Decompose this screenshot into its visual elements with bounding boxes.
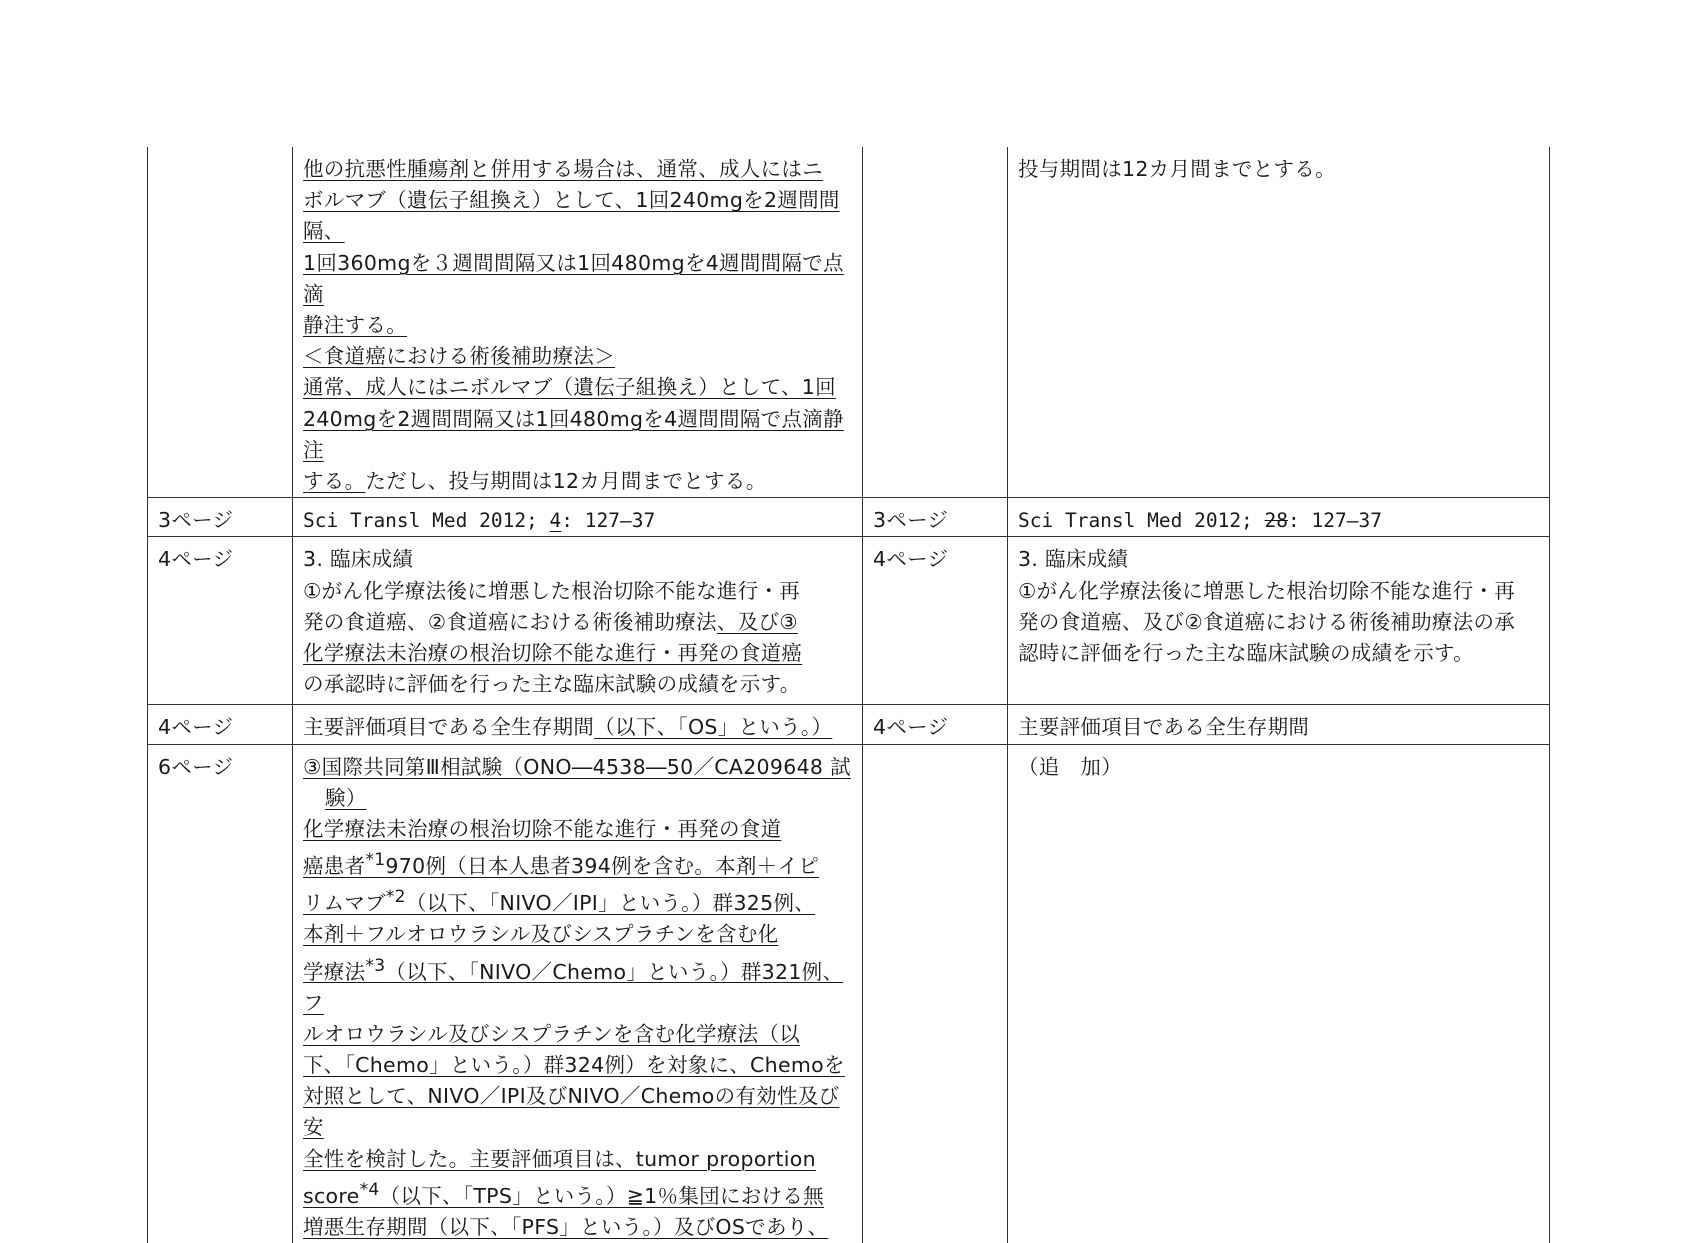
revised-line: 化学療法未治療の根治切除不能な進行・再発の食道 [303,817,782,842]
section-heading: 3. 臨床成績 [1018,547,1129,572]
revised-line: score$^{*4}$（以下、「TPS」という。）≧1％集団における無 [303,1179,824,1208]
revised-line: 発の食道癌、②食道癌における術後補助療法、及び③ [303,609,798,634]
current-line: 認時に評価を行った主な臨床試験の成績を示す。 [1018,641,1474,666]
current-line: 発の食道癌、及び②食道癌における術後補助療法の承 [1018,609,1516,634]
addition-marker: （追 加） [1018,754,1122,779]
revised-text-cell [293,744,863,1243]
revised-text-cell [293,705,863,744]
section-heading: 3. 臨床成績 [303,547,414,572]
revised-insert: （以下、「OS」という。） [594,715,833,740]
revised-line: リムマブ$^{*2}$（以下、「NIVO／IPI」という。）群325例、 [303,887,816,916]
revised-line: する。ただし、投与期間は12カ月間までとする。 [303,469,767,494]
citation-volume: 28 [1264,509,1289,533]
current-text-cell [1008,705,1550,744]
spacer [303,700,852,704]
current-line: 主要評価項目である全生存期間 [1018,715,1310,740]
comparison-table [147,147,1550,1243]
revised-text-cell [293,537,863,705]
revised-line: 下、「Chemo」という。）群324例）を対象に、Chemoを [303,1052,845,1077]
page-cell: 4ページ [148,537,293,705]
revised-line: ルオロウラシル及びシスプラチンを含む化学療法（以 [303,1021,801,1046]
page-cell [863,744,1008,1243]
page-cell: 4ページ [863,537,1008,705]
citation-suffix: : 127―37 [561,509,656,533]
revised-text-cell [293,147,863,498]
revised-text-cell [293,498,863,537]
revised-line: 主要評価項目である全生存期間 [303,715,595,740]
page-cell: 6ページ [148,744,293,1243]
revised-line: ①がん化学療法後に増悪した根治切除不能な進行・再 [303,578,801,603]
revised-line: 通常、成人にはニボルマブ（遺伝子組換え）として、1回 [303,375,836,400]
table-row [148,537,1550,705]
revised-line: 癌患者$^{*1}$970例（日本人患者394例を含む。本剤＋イピ [303,850,820,879]
table-row [148,498,1550,537]
current-line: 投与期間は12カ月間までとする。 [1018,157,1336,181]
page-cell [863,147,1008,498]
current-text-cell [1008,498,1550,537]
citation-volume: 4 [549,509,562,533]
revised-line: 他の抗悪性腫瘍剤と併用する場合は、通常、成人にはニ [303,157,823,181]
page-cell [148,147,293,498]
current-text-cell [1008,147,1550,498]
page-cell: 3ページ [863,498,1008,537]
revised-line: ボルマブ（遺伝子組換え）として、1回240mgを2週間間隔、 [303,188,840,244]
citation-prefix: Sci Transl Med 2012; [1018,509,1265,533]
current-line: ①がん化学療法後に増悪した根治切除不能な進行・再 [1018,578,1516,603]
table-row [148,147,1550,498]
page-cell: 4ページ [148,705,293,744]
revised-line: 全性を検討した。主要評価項目は、tumor proportion [303,1146,816,1171]
citation-suffix: : 127―37 [1288,509,1382,533]
revised-line: 240mgを2週間間隔又は1回480mgを4週間間隔で点滴静注 [303,406,844,462]
revised-line: の承認時に評価を行った主な臨床試験の成績を示す。 [303,672,801,697]
trial-title-cont: 験） [325,785,367,810]
revised-line: 1回360mgを３週間間隔又は1回480mgを4週間間隔で点滴 [303,250,844,306]
trial-title: ③国際共同第Ⅲ相試験（ONO―4538―50／CA209648 試 [303,754,851,779]
page-cell: 4ページ [863,705,1008,744]
revised-line: 本剤＋フルオロウラシル及びシスプラチンを含む化 [303,922,779,947]
current-text-cell [1008,537,1550,705]
table-row [148,705,1550,744]
revised-line: 対照として、NIVO／IPI及びNIVO／Chemoの有効性及び安 [303,1084,840,1140]
revised-line: 増悪生存期間（以下、「PFS」という。）及びOSであり、 [303,1214,829,1239]
page-cell: 3ページ [148,498,293,537]
revised-line: 化学療法未治療の根治切除不能な進行・再発の食道癌 [303,641,803,666]
revised-line: 学療法$^{*3}$（以下、「NIVO／Chemo」という。）群321例、フ [303,955,844,1015]
revised-line: 静注する。 [303,313,407,338]
citation-prefix: Sci Transl Med 2012; [303,509,550,533]
table-row [148,744,1550,1243]
current-text-cell [1008,744,1550,1243]
revised-subheading: ＜食道癌における術後補助療法＞ [303,344,615,369]
